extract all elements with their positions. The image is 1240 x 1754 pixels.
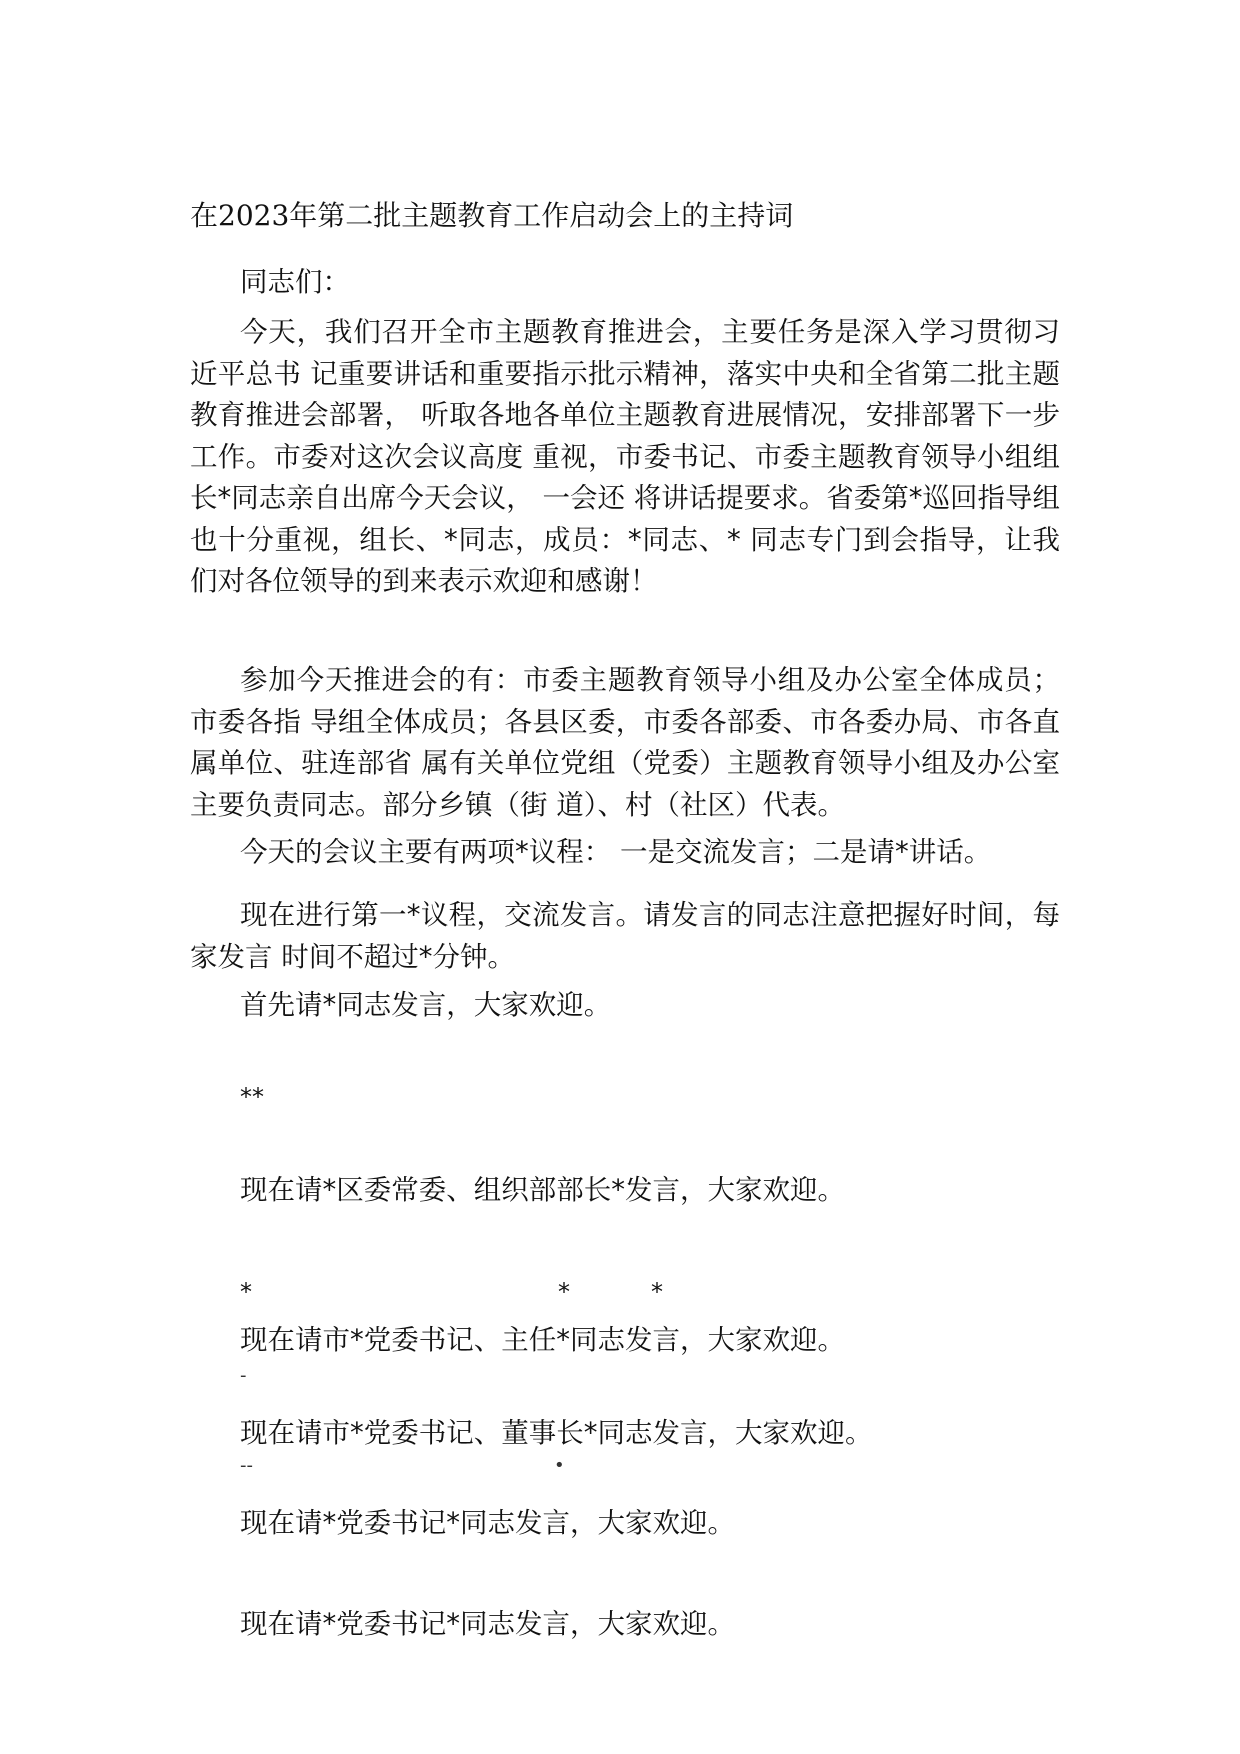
asterisk-mark: * — [240, 1278, 252, 1306]
asterisk-mark: * — [558, 1278, 570, 1306]
speaker-line: 现在请市*党委书记、董事长*同志发言，大家欢迎。 — [240, 1417, 873, 1449]
document-title: 在2023年第二批主题教育工作启动会上的主持词 — [190, 199, 794, 232]
paragraph-first-item: 现在进行第一*议程，交流发言。请发言的同志注意把握好时间，每家发言 时间不超过*分钟。 — [190, 899, 1060, 973]
asterisk-mark: ** — [240, 1083, 264, 1111]
paragraph-attendees: 参加今天推进会的有：市委主题教育领导小组及办公室全体成员；市委各指 导组全体成员；各县区委，市委各部委、市各委办局、市各直属单位、驻连部省 属有关单位党组（党委）主题教育领导小组及办公室主要负责同志。部分乡镇（街 道）、村（社区）代表。 — [190, 664, 1060, 821]
salutation: 同志们： — [240, 266, 350, 298]
speaker-line: 现在请市*党委书记、主任*同志发言，大家欢迎。 — [240, 1324, 845, 1356]
asterisk-mark: * — [651, 1278, 663, 1306]
dash-mark: - — [240, 1365, 247, 1386]
first-speaker-line: 首先请*同志发言，大家欢迎。 — [240, 989, 612, 1021]
paragraph-intro: 今天，我们召开全市主题教育推进会，主要任务是深入学习贯彻习近平总书 记重要讲话和重要指示批示精神，落实中央和全省第二批主题教育推进会部署， 听取各地各单位主题教育进展情况，安排部署下一步工作。市委对这次会议高度 重视，市委书记、市委主题教育领导小组组长*同志亲自出席今天会议， 一会还 将讲话提要求。省委第*巡回指导组也十分重视，组长、*同志，成员：*同志、* 同志专门到会指导，让我们对各位领导的到来表示欢迎和感谢！ — [190, 316, 1060, 597]
speaker-line: 现在请*党委书记*同志发言，大家欢迎。 — [240, 1608, 735, 1640]
dash-mark: -- — [240, 1455, 253, 1476]
speaker-line: 现在请*区委常委、组织部部长*发言，大家欢迎。 — [240, 1174, 845, 1206]
bullet-mark: • — [554, 1455, 565, 1476]
paragraph-agenda: 今天的会议主要有两项*议程： 一是交流发言；二是请*讲话。 — [240, 836, 992, 868]
speaker-line: 现在请*党委书记*同志发言，大家欢迎。 — [240, 1507, 735, 1539]
